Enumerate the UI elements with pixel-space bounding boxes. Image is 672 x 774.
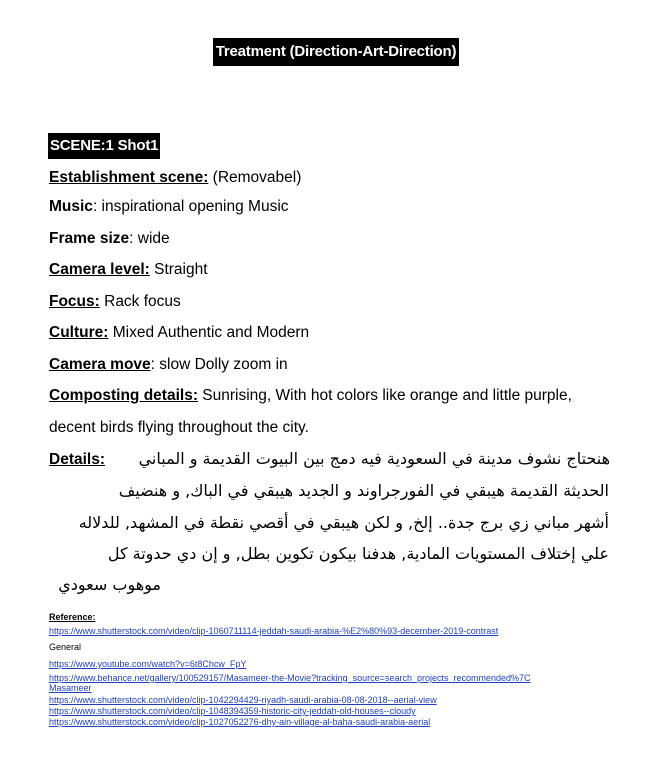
music-value: : inspirational opening Music: [92, 198, 289, 215]
general-link-youtube[interactable]: https://www.youtube.com/watch?v=6t8Chcw_FpY: [49, 659, 247, 669]
details-arabic-line-3: أشهر مباني زي برج جدة.. إلخ, و لكن هيبقي في أقصي نقطة في المشهد, للدلاله: [78, 513, 609, 532]
general-link-jeddah[interactable]: https://www.shutterstock.com/video/clip-1048394359-historic-city-jeddah-old-houses--cloudy: [49, 706, 416, 716]
camera-level-label: Camera level:: [49, 261, 150, 278]
frame-size-value: : wide: [129, 230, 170, 247]
title-container: [0, 38, 672, 66]
culture-value: Mixed Authentic and Modern: [108, 324, 310, 341]
camera-move-label: Camera move: [49, 356, 151, 373]
establishment-value: (Removabel): [208, 169, 302, 186]
composting-label: Composting details:: [49, 387, 198, 404]
composting-value: Sunrising, With hot colors like orange and little purple,: [197, 387, 572, 404]
details-arabic-line-2: الحديثة القديمة هيبقي في الفورجراوند و الجديد هيبقي في الباك, و هنضيف: [118, 481, 609, 500]
general-label: General: [49, 642, 82, 652]
frame-size-label: Frame size: [49, 230, 130, 247]
details-label: Details:: [49, 451, 105, 468]
establishment-label: Establishment scene:: [49, 169, 209, 186]
document-title: Treatment (Direction-Art-Direction): [213, 38, 460, 66]
camera-level-value: Straight: [149, 261, 208, 278]
music-label: Music: [49, 198, 93, 215]
general-link-behance-cont[interactable]: Masameer: [49, 683, 92, 693]
establishment-line: [49, 168, 301, 188]
camera-move-line: [49, 355, 288, 375]
general-link-riyadh[interactable]: https://www.shutterstock.com/video/clip-1042294429-riyadh-saudi-arabia-08-08-2018--aerial-view: [49, 695, 437, 705]
focus-line: [49, 292, 181, 312]
details-label-line: [49, 450, 105, 470]
details-arabic-line-4: علي إختلاف المستويات المادية, هدفنا بيكون تكوين بطل, و إن دي حدوتة كل: [107, 544, 609, 563]
frame-size-line: [49, 229, 170, 249]
general-link-baha[interactable]: https://www.shutterstock.com/video/clip-1027052276-dhy-ain-village-al-baha-saudi-arabia-aerial: [49, 717, 431, 727]
camera-level-line: [49, 260, 208, 280]
details-arabic-line-1: هنحتاج نشوف مدينة في السعودية فيه دمج بين البيوت القديمة و المباني: [138, 449, 610, 468]
music-line: [49, 197, 289, 217]
focus-label: Focus:: [49, 293, 100, 310]
details-arabic-line-5: موهوب سعودي: [58, 575, 161, 594]
focus-value: Rack focus: [99, 293, 181, 310]
camera-move-value: : slow Dolly zoom in: [150, 356, 288, 373]
scene-label: SCENE:1 Shot1: [48, 133, 160, 159]
composting-line-2: decent birds flying throughout the city.: [49, 419, 309, 436]
composting-line: [49, 386, 572, 406]
general-link-behance[interactable]: https://www.behance.net/gallery/100529157/Masameer-the-Movie?tracking_source=search_projects_recommended%7C: [49, 673, 531, 683]
reference-link-1[interactable]: https://www.shutterstock.com/video/clip-1060711114-jeddah-saudi-arabia-%E2%80%93-december-2019-contrast: [49, 626, 499, 636]
reference-label: Reference:: [49, 612, 96, 622]
culture-label: Culture:: [49, 324, 109, 341]
culture-line: [49, 323, 309, 343]
